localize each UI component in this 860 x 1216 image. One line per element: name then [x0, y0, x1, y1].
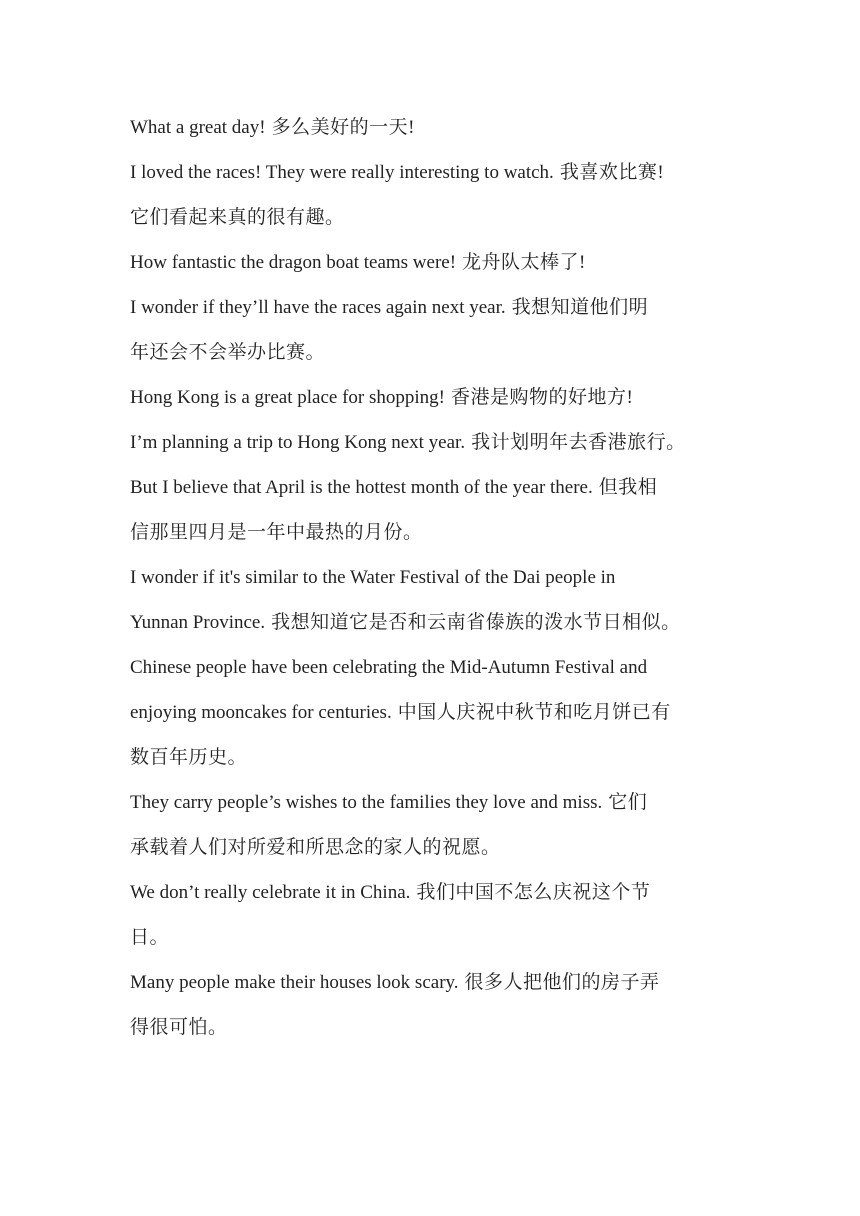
chinese-text: 我想知道它是否和云南省傣族的泼水节日相似。: [271, 612, 681, 633]
text-line: [130, 1012, 750, 1057]
chinese-text: 我想知道他们明: [511, 297, 649, 318]
english-text: We don’t really celebrate it in China.: [130, 882, 411, 903]
chinese-text: 它们: [608, 792, 648, 813]
english-text: They carry people’s wishes to the families they love and miss.: [130, 792, 603, 813]
chinese-text: 年还会不会举办比赛。: [130, 342, 326, 363]
text-line: [130, 787, 750, 832]
text-line: [130, 922, 750, 967]
text-line: [130, 292, 750, 337]
chinese-text: 很多人把他们的房子弄: [464, 972, 660, 993]
text-line: [130, 562, 750, 607]
english-text: But I believe that April is the hottest month of the year there.: [130, 477, 593, 498]
text-line: [130, 877, 750, 922]
chinese-text: 多么美好的一天!: [271, 117, 415, 138]
chinese-text: 但我相: [598, 477, 658, 498]
english-text: I loved the races! They were really interesting to watch.: [130, 162, 554, 183]
chinese-text: 中国人庆祝中秋节和吃月饼已有: [397, 702, 671, 723]
english-text: Yunnan Province.: [130, 612, 266, 633]
text-line: [130, 832, 750, 877]
text-line: [130, 967, 750, 1012]
english-text: What a great day!: [130, 117, 266, 138]
text-line: [130, 112, 750, 157]
chinese-text: 数百年历史。: [130, 747, 248, 768]
text-line: [130, 382, 750, 427]
chinese-text: 我计划明年去香港旅行。: [471, 432, 686, 453]
chinese-text: 香港是购物的好地方!: [451, 387, 634, 408]
chinese-text: 它们看起来真的很有趣。: [130, 207, 345, 228]
english-text: Many people make their houses look scary.: [130, 972, 459, 993]
text-line: [130, 697, 750, 742]
text-line: [130, 337, 750, 382]
text-line: [130, 202, 750, 247]
text-line: [130, 607, 750, 652]
chinese-text: 龙舟队太棒了!: [462, 252, 586, 273]
english-text: enjoying mooncakes for centuries.: [130, 702, 392, 723]
text-line: [130, 427, 750, 472]
chinese-text: 我喜欢比赛!: [559, 162, 665, 183]
text-line: [130, 247, 750, 292]
english-text: Hong Kong is a great place for shopping!: [130, 387, 446, 408]
english-text: How fantastic the dragon boat teams were!: [130, 252, 457, 273]
english-text: Chinese people have been celebrating the Mid-Autumn Festival and: [130, 657, 648, 678]
chinese-text: 得很可怕。: [130, 1017, 228, 1038]
english-text: I wonder if it's similar to the Water Festival of the Dai people in: [130, 567, 616, 588]
chinese-text: 日。: [130, 927, 170, 948]
sentence-list: [130, 112, 750, 1057]
text-line: [130, 472, 750, 517]
english-text: I’m planning a trip to Hong Kong next year.: [130, 432, 466, 453]
text-line: [130, 157, 750, 202]
text-line: [130, 652, 750, 697]
chinese-text: 我们中国不怎么庆祝这个节: [416, 882, 651, 903]
english-text: I wonder if they’ll have the races again next year.: [130, 297, 506, 318]
chinese-text: 信那里四月是一年中最热的月份。: [130, 522, 423, 543]
chinese-text: 承载着人们对所爱和所思念的家人的祝愿。: [130, 837, 501, 858]
text-line: [130, 742, 750, 787]
text-line: [130, 517, 750, 562]
